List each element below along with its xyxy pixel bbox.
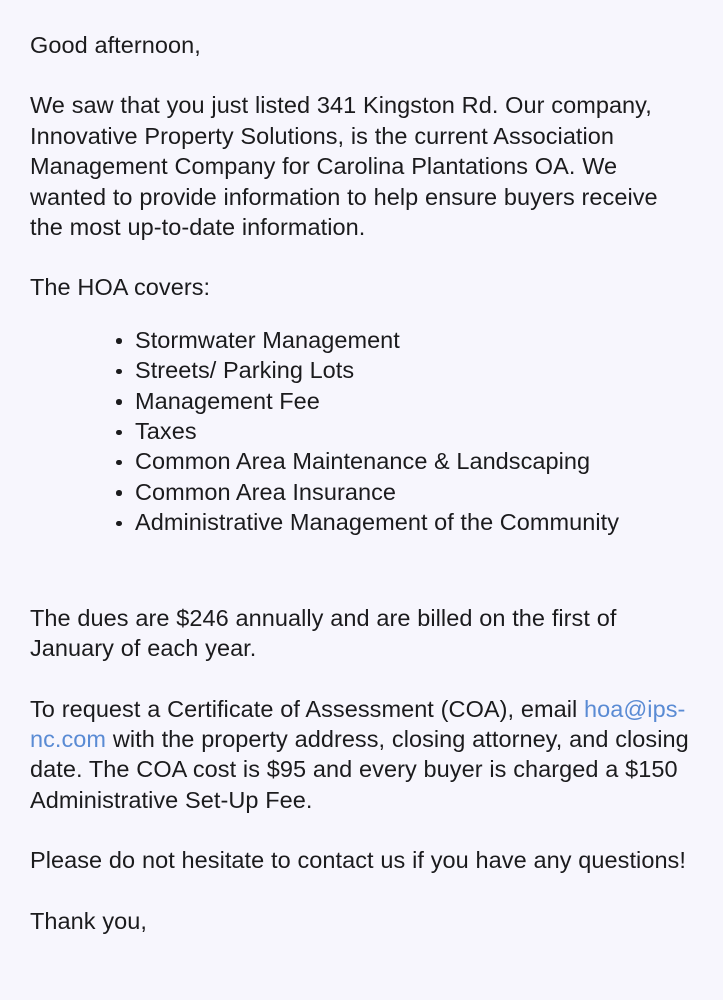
coa-text-after-link: with the property address, closing attorney, and closing date. The COA cost is $95 and every buyer is charged a $150 Administrative Set-Up Fee. <box>30 725 689 813</box>
intro-paragraph: We saw that you just listed 341 Kingston Rd. Our company, Innovative Property Solutions, is the current Association Management Company for Carolina Plantations OA. We wanted to provide information to help ensure buyers receive the most up-to-date information. <box>30 92 658 241</box>
list-item: Administrative Management of the Community <box>30 507 690 537</box>
list-item: Management Fee <box>30 386 690 416</box>
list-item: Common Area Insurance <box>30 477 690 507</box>
greeting-text: Good afternoon, <box>30 32 201 58</box>
list-spacer <box>30 538 690 603</box>
list-item: Stormwater Management <box>30 325 690 355</box>
dues-paragraph: The dues are $246 annually and are billed on the first of January of each year. <box>30 604 617 662</box>
signoff-text: Thank you, <box>30 907 147 934</box>
hoa-coverage-list <box>30 325 690 538</box>
coa-text-before-link: To request a Certificate of Assessment (COA), email <box>30 695 585 722</box>
hoa-covers-heading: The HOA covers: <box>30 274 211 301</box>
coa-request-paragraph <box>30 694 690 816</box>
list-item: Taxes <box>30 416 690 446</box>
list-item: Streets/ Parking Lots <box>30 355 690 385</box>
list-item: Common Area Maintenance & Landscaping <box>30 446 690 476</box>
contact-paragraph: Please do not hesitate to contact us if you have any questions! <box>30 847 686 874</box>
hoa-email-link[interactable]: hoa@ips-nc.com <box>30 695 686 752</box>
